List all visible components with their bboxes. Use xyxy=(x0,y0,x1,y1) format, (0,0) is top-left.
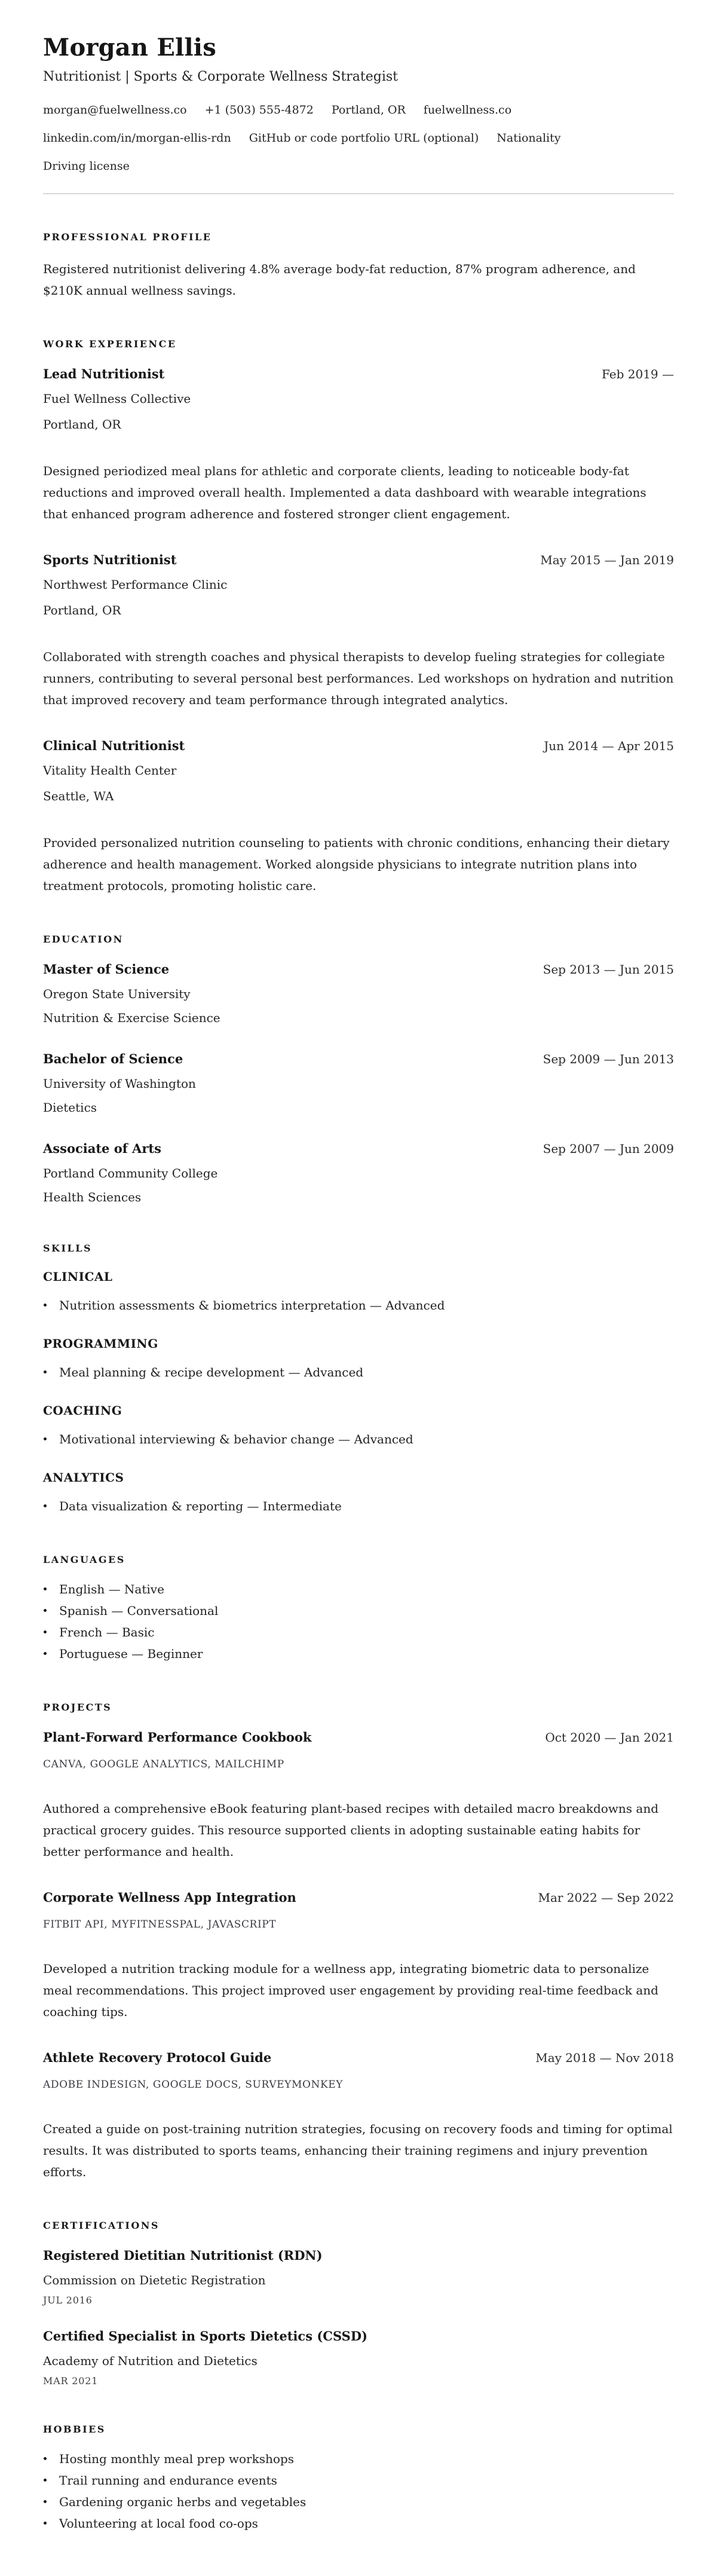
education-entry-head xyxy=(43,1050,674,1068)
job-description: Designed periodized meal plans for athletic and corporate clients, leading to noticeable body-fat reductions and improved overall health. Implemented a data dashboard with wearable integrations that enhanced program adherence and fostered stronger client engagement. xyxy=(43,464,646,521)
project-title: Plant-Forward Performance Cookbook xyxy=(43,1730,312,1745)
degree-school: University of Washington xyxy=(43,1076,196,1091)
skill-group-label: CLINICAL xyxy=(43,1269,113,1284)
degree-field: Nutrition & Exercise Science xyxy=(43,1011,220,1025)
education-entry xyxy=(43,1050,674,1116)
contact-phone: +1 (503) 555-4872 xyxy=(204,103,314,117)
degree-dates: Sep 2009 — Jun 2013 xyxy=(543,1052,674,1066)
bullet-icon xyxy=(44,1652,47,1655)
job-title: Sports Nutritionist xyxy=(43,552,177,567)
education-entry-head xyxy=(43,960,674,978)
degree-field: Dietetics xyxy=(43,1100,97,1115)
bullet-icon xyxy=(44,1504,47,1507)
job-dates: Jun 2014 — Apr 2015 xyxy=(544,739,674,753)
project-entry xyxy=(43,2049,674,2183)
section-heading: SKILLS xyxy=(43,1243,92,1254)
project-title: Corporate Wellness App Integration xyxy=(43,1890,296,1905)
resume-header xyxy=(43,33,674,194)
skill-item xyxy=(43,1362,674,1383)
header-divider xyxy=(43,193,674,194)
work-entry xyxy=(43,365,674,525)
bullet-icon xyxy=(44,1304,47,1307)
job-description: Collaborated with strength coaches and physical therapists to develop fueling strategies for collegiate runners, contributing to several personal best performances. Led workshops on hydration and nutrition that improved recovery and team performance through integrated analytics. xyxy=(43,650,674,707)
section-hobbies xyxy=(43,2424,674,2534)
project-entry-head xyxy=(43,1889,674,1907)
language-item-text: Portuguese — Beginner xyxy=(59,1647,203,1661)
language-item xyxy=(43,1600,674,1622)
work-entry xyxy=(43,551,674,711)
project-entry-head xyxy=(43,2049,674,2067)
skill-item-text: Data visualization & reporting — Intermediate xyxy=(59,1499,342,1513)
contact-website: fuelwellness.co xyxy=(423,103,512,117)
bullet-icon xyxy=(44,2479,47,2482)
skill-list xyxy=(43,1495,674,1517)
contact-driving-license-placeholder: Driving license xyxy=(43,160,130,173)
degree-title: Master of Science xyxy=(43,962,170,977)
project-dates: Mar 2022 — Sep 2022 xyxy=(538,1890,674,1905)
certification-entry xyxy=(43,2247,674,2306)
skill-item xyxy=(43,1428,674,1450)
language-item-text: English — Native xyxy=(59,1582,164,1596)
bullet-icon xyxy=(44,1370,47,1373)
person-name: Morgan Ellis xyxy=(43,33,216,62)
contact-row-3 xyxy=(43,158,674,175)
language-item xyxy=(43,1622,674,1643)
degree-school: Portland Community College xyxy=(43,1166,218,1180)
contact-linkedin: linkedin.com/in/morgan-ellis-rdn xyxy=(43,131,231,145)
certification-entry xyxy=(43,2327,674,2387)
job-location: Portland, OR xyxy=(43,417,121,432)
project-entry-head xyxy=(43,1728,674,1746)
bullet-icon xyxy=(44,1630,47,1633)
contact-row-2 xyxy=(43,130,674,147)
certification-issuer: Commission on Dietetic Registration xyxy=(43,2273,266,2287)
job-title: Clinical Nutritionist xyxy=(43,738,185,753)
degree-title: Bachelor of Science xyxy=(43,1051,183,1066)
project-dates: May 2018 — Nov 2018 xyxy=(535,2051,674,2065)
skill-item-text: Nutrition assessments & biometrics interpretation — Advanced xyxy=(59,1298,445,1313)
project-entry xyxy=(43,1728,674,1862)
contact-row-1 xyxy=(43,102,674,119)
job-location: Portland, OR xyxy=(43,603,121,617)
profile-summary: Registered nutritionist delivering 4.8% average body-fat reduction, 87% program adherence, and $210K annual wellness savings. xyxy=(43,262,636,298)
job-company: Fuel Wellness Collective xyxy=(43,391,191,406)
job-title: Lead Nutritionist xyxy=(43,366,165,381)
contact-location: Portland, OR xyxy=(331,103,406,117)
bullet-icon xyxy=(44,2522,47,2525)
degree-dates: Sep 2007 — Jun 2009 xyxy=(543,1142,674,1156)
section-languages xyxy=(43,1554,674,1665)
section-heading: CERTIFICATIONS xyxy=(43,2220,160,2231)
project-dates: Oct 2020 — Jan 2021 xyxy=(545,1730,674,1745)
section-heading: WORK EXPERIENCE xyxy=(43,338,177,350)
section-heading: LANGUAGES xyxy=(43,1554,125,1565)
hobby-item xyxy=(43,2448,674,2470)
job-company: Northwest Performance Clinic xyxy=(43,577,228,592)
project-title: Athlete Recovery Protocol Guide xyxy=(43,2050,272,2065)
job-location: Seattle, WA xyxy=(43,789,114,803)
job-dates: Feb 2019 — xyxy=(601,367,674,381)
skill-item xyxy=(43,1495,674,1517)
bullet-icon xyxy=(44,1587,47,1590)
education-entry-head xyxy=(43,1140,674,1158)
hobby-item-text: Gardening organic herbs and vegetables xyxy=(59,2495,307,2509)
bullet-icon xyxy=(44,1437,47,1440)
section-professional-profile xyxy=(43,231,674,301)
section-projects xyxy=(43,1702,674,2183)
skill-group-label: ANALYTICS xyxy=(43,1470,124,1485)
certification-title: Registered Dietitian Nutritionist (RDN) xyxy=(43,2248,323,2263)
hobby-item xyxy=(43,2513,674,2534)
skill-list xyxy=(43,1295,674,1316)
hobby-list xyxy=(43,2448,674,2534)
project-description: Authored a comprehensive eBook featuring plant-based recipes with detailed macro breakdowns and practical grocery guides. This resource supported clients in adopting sustainable eating habits for better performance and health. xyxy=(43,1801,659,1859)
project-entry xyxy=(43,1889,674,2023)
language-item xyxy=(43,1578,674,1600)
work-entry-head xyxy=(43,365,674,383)
language-list xyxy=(43,1578,674,1665)
skill-item-text: Meal planning & recipe development — Advanced xyxy=(59,1365,364,1379)
work-entry xyxy=(43,737,674,897)
project-stack: CANVA, GOOGLE ANALYTICS, MAILCHIMP xyxy=(43,1758,284,1770)
skill-group-label: PROGRAMMING xyxy=(43,1336,158,1351)
language-item-text: French — Basic xyxy=(59,1625,155,1639)
section-work-experience xyxy=(43,338,674,897)
section-heading: PROJECTS xyxy=(43,1702,112,1713)
section-heading: PROFESSIONAL PROFILE xyxy=(43,231,212,243)
education-entry xyxy=(43,960,674,1026)
hobby-item-text: Hosting monthly meal prep workshops xyxy=(59,2452,295,2466)
education-entry xyxy=(43,1140,674,1206)
job-dates: May 2015 — Jan 2019 xyxy=(540,553,674,567)
degree-school: Oregon State University xyxy=(43,987,191,1001)
section-heading: HOBBIES xyxy=(43,2424,106,2435)
contact-nationality-placeholder: Nationality xyxy=(497,131,561,145)
job-description: Provided personalized nutrition counseling to patients with chronic conditions, enhancing their dietary adherence and health management. Worked alongside physicians to integrate nutrition plans into treatment protocols, promoting holistic care. xyxy=(43,836,670,893)
project-stack: ADOBE INDESIGN, GOOGLE DOCS, SURVEYMONKEY xyxy=(43,2079,344,2091)
section-heading: EDUCATION xyxy=(43,934,124,945)
hobby-item xyxy=(43,2491,674,2513)
skill-group xyxy=(43,1336,674,1383)
certification-title: Certified Specialist in Sports Dietetics (CSSD) xyxy=(43,2329,367,2344)
job-company: Vitality Health Center xyxy=(43,763,177,778)
project-description: Developed a nutrition tracking module for a wellness app, integrating biometric data to personalize meal recommendations. This project improved user engagement by providing real-time feedback and coaching tips. xyxy=(43,1962,658,2019)
certification-issuer: Academy of Nutrition and Dietetics xyxy=(43,2354,258,2368)
skill-group xyxy=(43,1403,674,1450)
bullet-icon xyxy=(44,2457,47,2460)
section-skills xyxy=(43,1243,674,1517)
certification-date: MAR 2021 xyxy=(43,2375,99,2387)
person-title: Nutritionist | Sports & Corporate Wellness Strategist xyxy=(43,69,399,84)
contact-github-placeholder: GitHub or code portfolio URL (optional) xyxy=(249,131,479,145)
hobby-item-text: Volunteering at local food co-ops xyxy=(59,2516,258,2531)
skill-group xyxy=(43,1269,674,1316)
certification-date: JUL 2016 xyxy=(43,2294,93,2306)
skill-list xyxy=(43,1362,674,1383)
work-entry-head xyxy=(43,551,674,569)
skill-group xyxy=(43,1470,674,1517)
hobby-item xyxy=(43,2470,674,2491)
bullet-icon xyxy=(44,1609,47,1612)
section-education xyxy=(43,934,674,1206)
contact-email: morgan@fuelwellness.co xyxy=(43,103,187,117)
language-item xyxy=(43,1643,674,1665)
degree-title: Associate of Arts xyxy=(43,1141,161,1156)
project-description: Created a guide on post-training nutrition strategies, focusing on recovery foods and timing for optimal results. It was distributed to sports teams, enhancing their training regimens and injury prevention efforts. xyxy=(43,2122,673,2179)
skill-list xyxy=(43,1428,674,1450)
degree-dates: Sep 2013 — Jun 2015 xyxy=(543,962,674,977)
skill-item-text: Motivational interviewing & behavior change — Advanced xyxy=(59,1432,413,1446)
project-stack: FITBIT API, MYFITNESSPAL, JAVASCRIPT xyxy=(43,1919,277,1931)
contact-block xyxy=(43,102,674,175)
skill-item xyxy=(43,1295,674,1316)
language-item-text: Spanish — Conversational xyxy=(59,1604,219,1618)
skill-group-label: COACHING xyxy=(43,1403,122,1418)
section-certifications xyxy=(43,2220,674,2387)
hobby-item-text: Trail running and endurance events xyxy=(59,2473,277,2488)
work-entry-head xyxy=(43,737,674,755)
bullet-icon xyxy=(44,2500,47,2503)
degree-field: Health Sciences xyxy=(43,1190,142,1204)
